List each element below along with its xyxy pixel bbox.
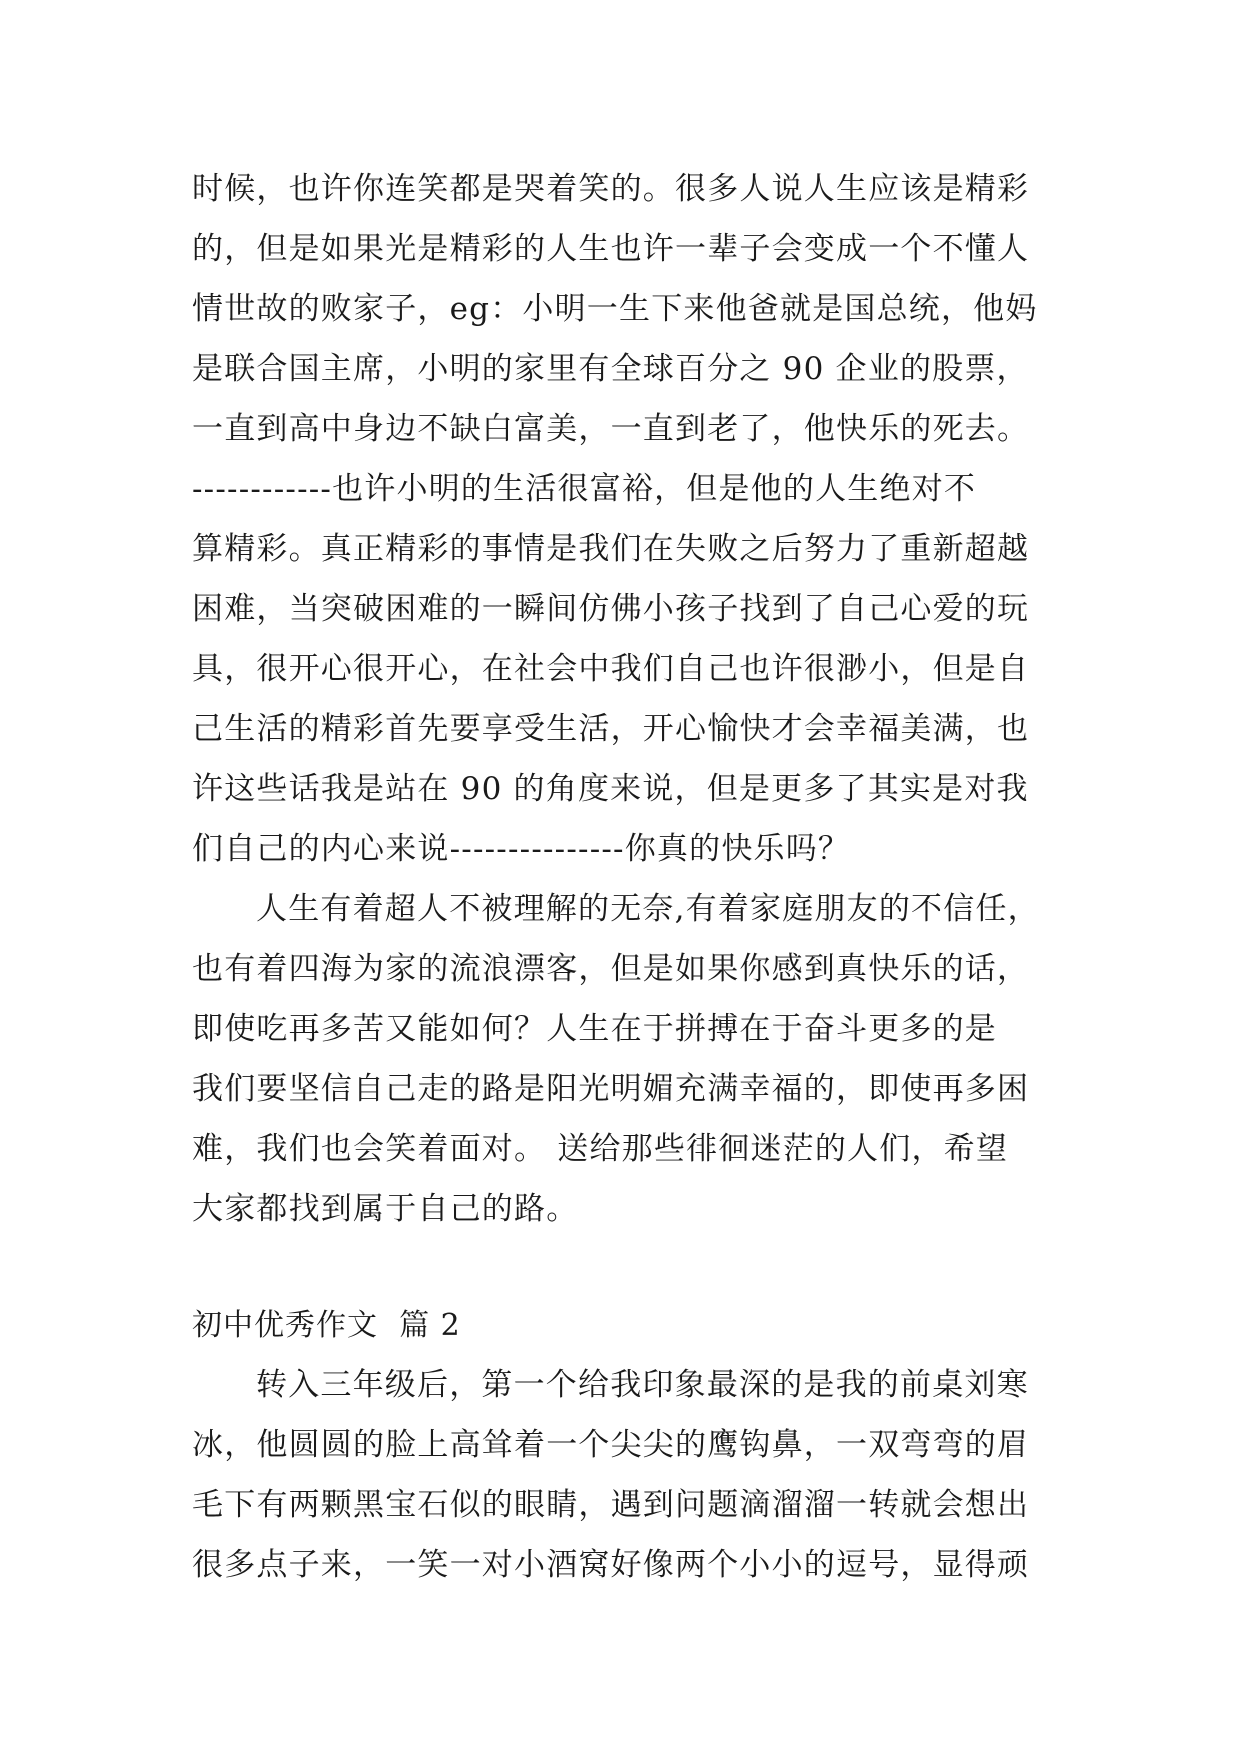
text-line: 人生有着超人不被理解的无奈,有着家庭朋友的不信任， <box>256 891 1040 927</box>
text-line: 困难，当突破困难的一瞬间仿佛小孩子找到了自己心爱的玩 <box>192 591 1030 627</box>
paragraph-3 <box>192 1355 1062 1595</box>
text-line: 时候，也许你连笑都是哭着笑的。很多人说人生应该是精彩 <box>192 171 1030 207</box>
text-line: 己生活的精彩首先要享受生活，开心愉快才会幸福美满，也 <box>192 711 1030 747</box>
text-line: 转入三年级后，第一个给我印象最深的是我的前桌刘寒 <box>256 1367 1029 1403</box>
text-line: 难，我们也会笑着面对。 送给那些徘徊迷茫的人们，希望 <box>192 1131 1009 1167</box>
text-line: 情世故的败家子，eg：小明一生下来他爸就是国总统，他妈 <box>192 291 1038 327</box>
text-line: 大家都找到属于自己的路。 <box>192 1191 579 1227</box>
essay-content <box>192 159 1062 1595</box>
text-line: 即使吃再多苦又能如何？人生在于拼搏在于奋斗更多的是 <box>192 1011 997 1047</box>
paragraph-1 <box>192 159 1062 879</box>
section-heading: 初中优秀作文 篇 2 <box>192 1308 461 1343</box>
text-line: 也有着四海为家的流浪漂客，但是如果你感到真快乐的话， <box>192 951 1030 987</box>
text-line: 算精彩。真正精彩的事情是我们在失败之后努力了重新超越 <box>192 531 1030 567</box>
text-line: 们自己的内心来说---------------你真的快乐吗？ <box>192 831 851 867</box>
text-line: 我们要坚信自己走的路是阳光明媚充满幸福的，即使再多困 <box>192 1071 1030 1107</box>
text-line: ------------也许小明的生活很富裕，但是他的人生绝对不 <box>192 471 977 507</box>
text-line: 冰，他圆圆的脸上高耸着一个尖尖的鹰钩鼻，一双弯弯的眉 <box>192 1427 1030 1463</box>
text-line: 具，很开心很开心，在社会中我们自己也许很渺小，但是自 <box>192 651 1030 687</box>
text-line: 毛下有两颗黑宝石似的眼睛，遇到问题滴溜溜一转就会想出 <box>192 1487 1030 1523</box>
text-line: 是联合国主席，小明的家里有全球百分之 90 企业的股票， <box>192 351 1029 387</box>
text-line: 很多点子来，一笑一对小酒窝好像两个小小的逗号，显得顽 <box>192 1547 1030 1583</box>
text-line: 一直到高中身边不缺白富美，一直到老了，他快乐的死去。 <box>192 411 1030 447</box>
text-line: 的，但是如果光是精彩的人生也许一辈子会变成一个不懂人 <box>192 231 1030 267</box>
text-line: 许这些话我是站在 90 的角度来说，但是更多了其实是对我 <box>192 771 1029 807</box>
paragraph-2 <box>192 879 1062 1239</box>
